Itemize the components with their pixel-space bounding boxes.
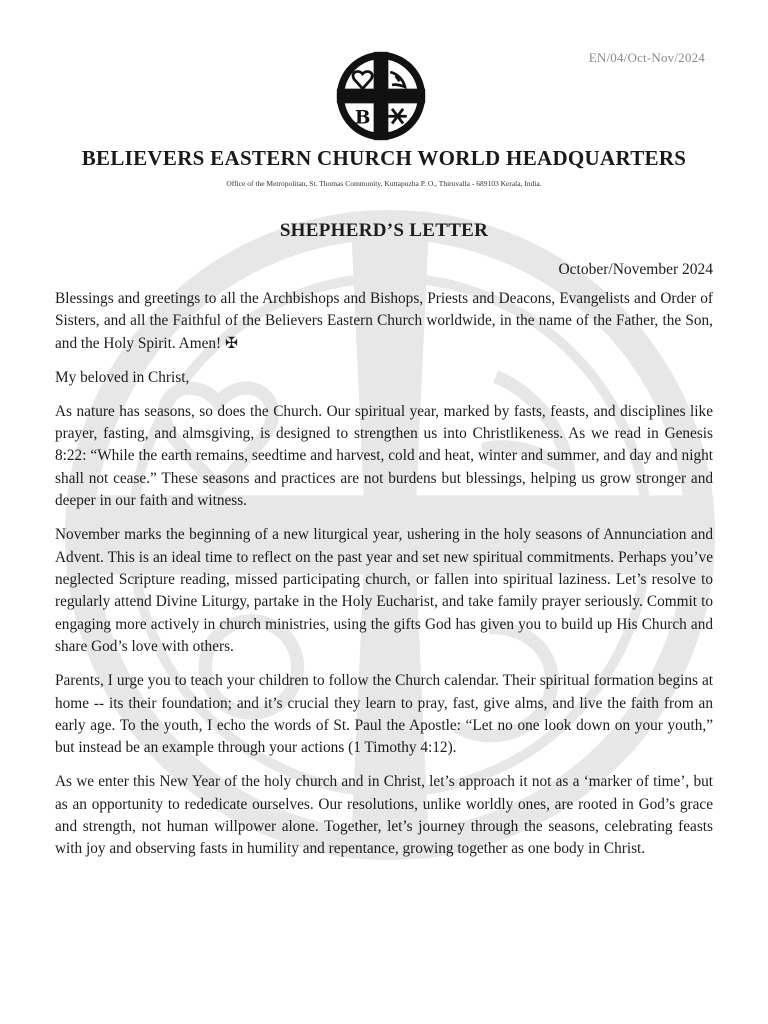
svg-text:B: B bbox=[354, 107, 371, 129]
letter-title: SHEPHERD’S LETTER bbox=[279, 220, 489, 241]
body-paragraph: November marks the beginning of a new liturgical year, ushering in the holy seasons of Annunciation and Advent. This is an ideal time to reflect on the past year and set new spiritual commitments. Perhaps you’ve neglected Scripture reading, missed participating church, or fallen into spiritual laziness. Let’s resolve to regularly attend Divine Liturgy, partake in the Holy Eucharist, and take family prayer seriously. Commit to engaging more actively in church ministries, using the gifts God has given you to build up His Church and share God’s love with others. bbox=[55, 526, 713, 656]
cross-in-circle-logo-icon bbox=[335, 50, 427, 142]
salutation: My beloved in Christ, bbox=[55, 368, 190, 386]
letter-body bbox=[55, 288, 713, 872]
body-paragraph: As we enter this New Year of the holy church and in Christ, let’s approach it not as a ‘marker of time’, but as an opportunity to rededicate ourselves. Our resolutions, unlike worldly ones, are rooted in God’s grace and strength, not human willpower alone. Together, let’s journey through the seasons, celebrating feasts with joy and observing fasts in humility and repentance, growing together as one body in Christ. bbox=[55, 773, 713, 858]
organization-name: BELIEVERS EASTERN CHURCH WORLD HEADQUARTERS bbox=[81, 146, 687, 170]
body-paragraph: As nature has seasons, so does the Church. Our spiritual year, marked by fasts, feasts, and disciplines like prayer, fasting, and almsgiving, is designed to strengthen us into Christlikeness. As we read in Genesis 8:22: “While the earth remains, seedtime and harvest, cold and heat, winter and summer, and day and night shall not cease.” These seasons and practices are not burdens but blessings, helping us grow stronger and deeper in our faith and witness. bbox=[55, 402, 713, 510]
letter-date: October/November 2024 bbox=[558, 261, 713, 278]
reference-number: EN/04/Oct-Nov/2024 bbox=[588, 50, 705, 65]
greeting-paragraph: Blessings and greetings to all the Archbishops and Bishops, Priests and Deacons, Evangelists and Order of Sisters, and all the Faithful of the Believers Eastern Church worldwide, in the name of the Father, the Son, and the Holy Spirit. Amen! ✠ bbox=[55, 290, 713, 352]
body-paragraph: Parents, I urge you to teach your children to follow the Church calendar. Their spiritual formation begins at home -- its their foundation; and it’s crucial they learn to pray, fast, give alms, and live the faith from an early age. To the youth, I echo the words of St. Paul the Apostle: “Let no one look down on your youth,” but instead be an example through your actions (1 Timothy 4:12). bbox=[55, 672, 713, 757]
office-address: Office of the Metropolitan, St. Thomas Community, Kuttapuzha P. O., Thiruvalla - 689103 Kerala, India. bbox=[226, 179, 542, 188]
